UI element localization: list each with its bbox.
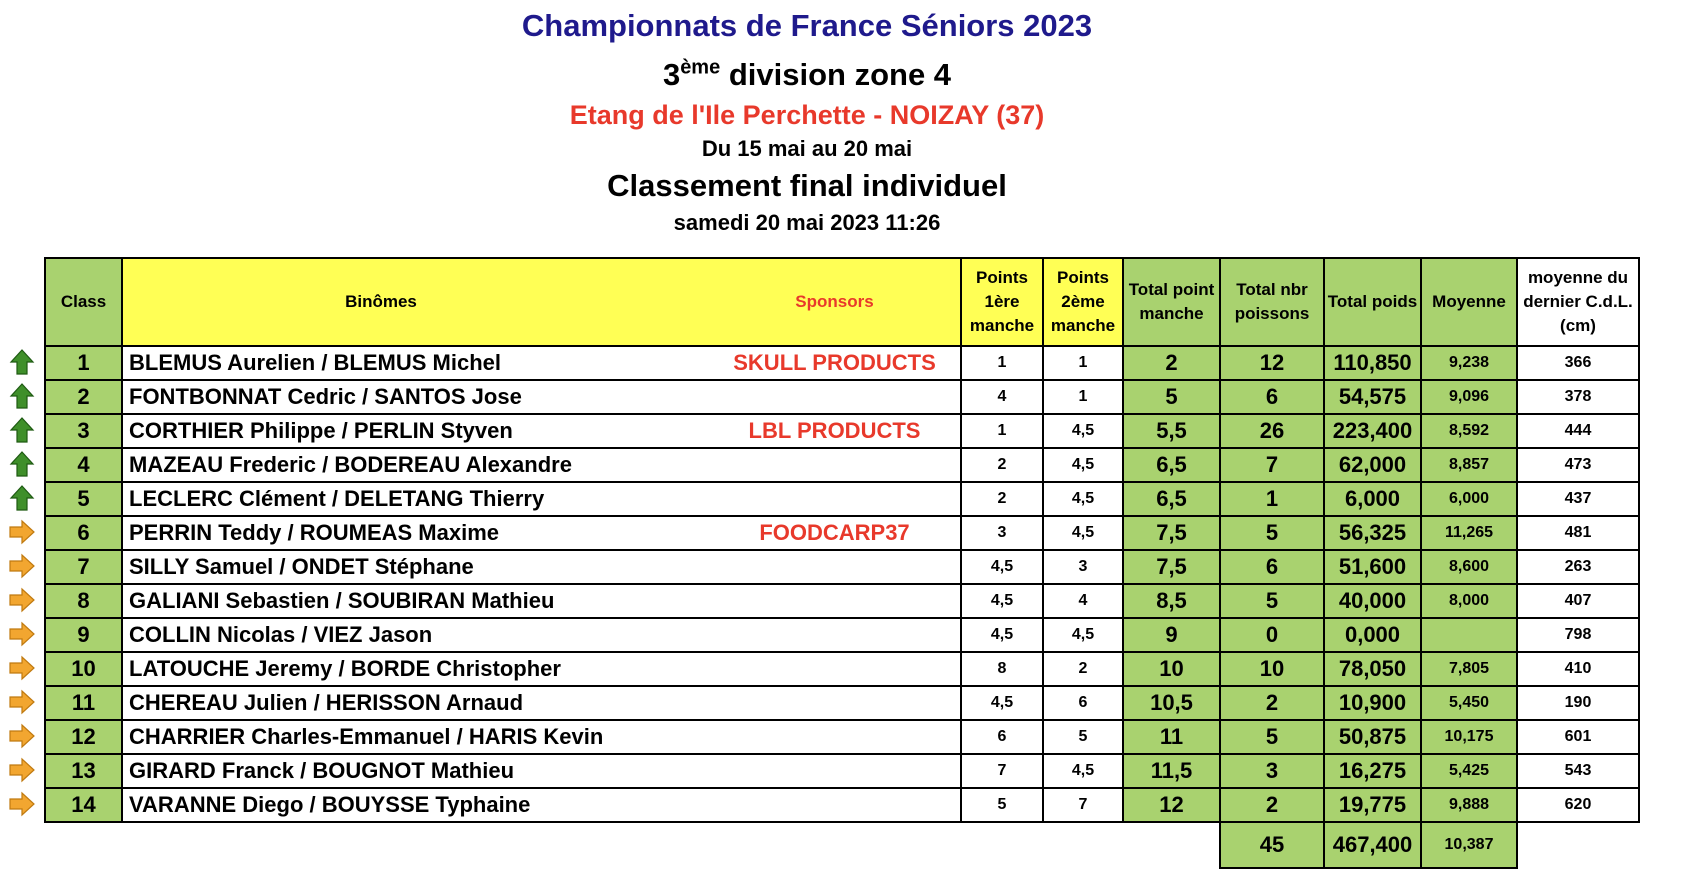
names-cell: [122, 448, 961, 482]
right-arrow-icon: [8, 586, 36, 614]
average-cell: 11,265: [1421, 516, 1517, 550]
up-arrow-icon: [8, 484, 36, 512]
total-points-cell: 7,5: [1123, 516, 1220, 550]
points1-cell: 8: [961, 652, 1043, 686]
pair-names: LATOUCHE Jeremy / BORDE Christopher: [129, 656, 561, 681]
average-cell: 5,425: [1421, 754, 1517, 788]
division-superscript: ème: [680, 56, 721, 79]
weight-cell: 16,275: [1324, 754, 1421, 788]
division-number: 3: [662, 57, 681, 92]
col-header-sponsors-label: Sponsors: [795, 292, 874, 311]
points1-cell: 1: [961, 414, 1043, 448]
col-header-binomes-label: Binômes: [345, 292, 417, 311]
average-cell: 7,805: [1421, 652, 1517, 686]
points2-cell: 1: [1043, 380, 1123, 414]
up-arrow-icon: [8, 416, 36, 444]
points2-cell: 4,5: [1043, 754, 1123, 788]
fish-count-cell: 26: [1220, 414, 1324, 448]
avg-last-cell: 543: [1517, 754, 1639, 788]
points2-cell: 4,5: [1043, 618, 1123, 652]
average-cell: 10,175: [1421, 720, 1517, 754]
col-header-average: Moyenne: [1421, 258, 1517, 346]
fish-count-cell: 5: [1220, 516, 1324, 550]
avg-last-cell: 620: [1517, 788, 1639, 822]
col-header-binomes: [122, 258, 961, 346]
table-row: [45, 516, 1639, 550]
right-arrow-icon: [8, 552, 36, 580]
points2-cell: 4,5: [1043, 482, 1123, 516]
points2-cell: 4: [1043, 584, 1123, 618]
rank-cell: 5: [45, 482, 122, 516]
up-arrow-icon: [8, 348, 36, 376]
total-points-cell: 6,5: [1123, 448, 1220, 482]
pair-names: LECLERC Clément / DELETANG Thierry: [129, 486, 545, 511]
names-cell: [122, 346, 961, 380]
total-points-cell: 5: [1123, 380, 1220, 414]
points1-cell: 4: [961, 380, 1043, 414]
total-points-cell: 10,5: [1123, 686, 1220, 720]
names-cell: [122, 414, 961, 448]
fish-count-cell: 3: [1220, 754, 1324, 788]
table-row: [45, 584, 1639, 618]
col-header-total-fish: Total nbr poissons: [1220, 258, 1324, 346]
col-header-points1: Points 1ère manche: [961, 258, 1043, 346]
right-arrow-icon: [8, 688, 36, 716]
points1-cell: 4,5: [961, 618, 1043, 652]
names-cell: [122, 720, 961, 754]
average-cell: 6,000: [1421, 482, 1517, 516]
table-row: [45, 448, 1639, 482]
average-cell: [1421, 618, 1517, 652]
up-arrow-icon: [8, 450, 36, 478]
right-arrow-icon: [8, 518, 36, 546]
totals-row: [45, 822, 1639, 868]
points2-cell: 4,5: [1043, 448, 1123, 482]
division-title: [0, 57, 1614, 93]
total-average: 10,387: [1421, 822, 1517, 868]
division-text: division zone 4: [720, 57, 952, 92]
fish-count-cell: 5: [1220, 720, 1324, 754]
average-cell: 9,888: [1421, 788, 1517, 822]
totals-spacer-end: [1517, 822, 1639, 868]
total-fish-sum: 45: [1220, 822, 1324, 868]
table-row: [45, 618, 1639, 652]
names-cell: [122, 516, 961, 550]
weight-cell: 51,600: [1324, 550, 1421, 584]
weight-cell: 54,575: [1324, 380, 1421, 414]
points1-cell: 3: [961, 516, 1043, 550]
points2-cell: 2: [1043, 652, 1123, 686]
fish-count-cell: 5: [1220, 584, 1324, 618]
fish-count-cell: 2: [1220, 788, 1324, 822]
total-points-cell: 10: [1123, 652, 1220, 686]
weight-cell: 6,000: [1324, 482, 1421, 516]
avg-last-cell: 437: [1517, 482, 1639, 516]
weight-cell: 50,875: [1324, 720, 1421, 754]
fish-count-cell: 0: [1220, 618, 1324, 652]
fish-count-cell: 6: [1220, 550, 1324, 584]
pair-names: SILLY Samuel / ONDET Stéphane: [129, 554, 474, 579]
points1-cell: 6: [961, 720, 1043, 754]
rank-cell: 12: [45, 720, 122, 754]
right-arrow-icon: [8, 620, 36, 648]
col-header-class: Class: [45, 258, 122, 346]
rank-cell: 9: [45, 618, 122, 652]
weight-cell: 62,000: [1324, 448, 1421, 482]
total-points-cell: 8,5: [1123, 584, 1220, 618]
rank-cell: 14: [45, 788, 122, 822]
points2-cell: 5: [1043, 720, 1123, 754]
weight-cell: 10,900: [1324, 686, 1421, 720]
table-row: [45, 346, 1639, 380]
names-cell: [122, 652, 961, 686]
fish-count-cell: 6: [1220, 380, 1324, 414]
total-points-cell: 5,5: [1123, 414, 1220, 448]
points1-cell: 4,5: [961, 584, 1043, 618]
table-row: [45, 720, 1639, 754]
rank-cell: 7: [45, 550, 122, 584]
names-cell: [122, 754, 961, 788]
names-cell: [122, 550, 961, 584]
pair-names: CORTHIER Philippe / PERLIN Styven: [129, 418, 513, 443]
points1-cell: 4,5: [961, 550, 1043, 584]
avg-last-cell: 190: [1517, 686, 1639, 720]
table-row: [45, 652, 1639, 686]
avg-last-cell: 798: [1517, 618, 1639, 652]
table-row: [45, 380, 1639, 414]
rank-cell: 11: [45, 686, 122, 720]
avg-last-cell: 410: [1517, 652, 1639, 686]
sponsor-label: LBL PRODUCTS: [748, 418, 921, 443]
rank-cell: 13: [45, 754, 122, 788]
table-row: [45, 788, 1639, 822]
rank-cell: 4: [45, 448, 122, 482]
rank-cell: 3: [45, 414, 122, 448]
fish-count-cell: 10: [1220, 652, 1324, 686]
right-arrow-icon: [8, 790, 36, 818]
total-weight-sum: 467,400: [1324, 822, 1421, 868]
pair-names: MAZEAU Frederic / BODEREAU Alexandre: [129, 452, 572, 477]
avg-last-cell: 378: [1517, 380, 1639, 414]
avg-last-cell: 366: [1517, 346, 1639, 380]
table-row: [45, 482, 1639, 516]
weight-cell: 40,000: [1324, 584, 1421, 618]
names-cell: [122, 618, 961, 652]
points2-cell: 4,5: [1043, 414, 1123, 448]
col-header-total-weight: Total poids: [1324, 258, 1421, 346]
fish-count-cell: 2: [1220, 686, 1324, 720]
table-row: [45, 550, 1639, 584]
points1-cell: 5: [961, 788, 1043, 822]
pair-names: BLEMUS Aurelien / BLEMUS Michel: [129, 350, 502, 375]
points1-cell: 7: [961, 754, 1043, 788]
pair-names: CHEREAU Julien / HERISSON Arnaud: [129, 690, 524, 715]
total-points-cell: 12: [1123, 788, 1220, 822]
points2-cell: 4,5: [1043, 516, 1123, 550]
rank-cell: 2: [45, 380, 122, 414]
pair-names: GIRARD Franck / BOUGNOT Mathieu: [129, 758, 515, 783]
rank-cell: 10: [45, 652, 122, 686]
right-arrow-icon: [8, 756, 36, 784]
col-header-avg-last: moyenne du dernier C.d.L. (cm): [1517, 258, 1639, 346]
average-cell: 8,592: [1421, 414, 1517, 448]
table-row: [45, 686, 1639, 720]
weight-cell: 0,000: [1324, 618, 1421, 652]
total-points-cell: 11: [1123, 720, 1220, 754]
table-row: [45, 414, 1639, 448]
avg-last-cell: 473: [1517, 448, 1639, 482]
avg-last-cell: 263: [1517, 550, 1639, 584]
average-cell: 8,000: [1421, 584, 1517, 618]
points1-cell: 2: [961, 448, 1043, 482]
col-header-points2: Points 2ème manche: [1043, 258, 1123, 346]
pair-names: GALIANI Sebastien / SOUBIRAN Mathieu: [129, 588, 555, 613]
weight-cell: 19,775: [1324, 788, 1421, 822]
pair-names: COLLIN Nicolas / VIEZ Jason: [129, 622, 433, 647]
rank-cell: 6: [45, 516, 122, 550]
points1-cell: 2: [961, 482, 1043, 516]
fish-count-cell: 7: [1220, 448, 1324, 482]
total-points-cell: 7,5: [1123, 550, 1220, 584]
right-arrow-icon: [8, 722, 36, 750]
names-cell: [122, 584, 961, 618]
points2-cell: 6: [1043, 686, 1123, 720]
average-cell: 5,450: [1421, 686, 1517, 720]
ranking-table: [44, 257, 1640, 869]
average-cell: 8,857: [1421, 448, 1517, 482]
right-arrow-icon: [8, 654, 36, 682]
venue-title: Etang de l'Ile Perchette - NOIZAY (37): [569, 100, 1045, 130]
points2-cell: 7: [1043, 788, 1123, 822]
fish-count-cell: 12: [1220, 346, 1324, 380]
names-cell: [122, 380, 961, 414]
pair-names: FONTBONNAT Cedric / SANTOS Jose: [129, 384, 522, 409]
average-cell: 8,600: [1421, 550, 1517, 584]
rank-cell: 8: [45, 584, 122, 618]
weight-cell: 56,325: [1324, 516, 1421, 550]
pair-names: PERRIN Teddy / ROUMEAS Maxime: [129, 520, 499, 545]
championship-title: Championnats de France Séniors 2023: [521, 8, 1093, 43]
weight-cell: 110,850: [1324, 346, 1421, 380]
up-arrow-icon: [8, 382, 36, 410]
sponsor-label: FOODCARP37: [759, 520, 910, 545]
average-cell: 9,096: [1421, 380, 1517, 414]
pair-names: VARANNE Diego / BOUYSSE Typhaine: [129, 792, 531, 817]
points2-cell: 1: [1043, 346, 1123, 380]
avg-last-cell: 481: [1517, 516, 1639, 550]
total-points-cell: 2: [1123, 346, 1220, 380]
names-cell: [122, 482, 961, 516]
points2-cell: 3: [1043, 550, 1123, 584]
weight-cell: 223,400: [1324, 414, 1421, 448]
average-cell: 9,238: [1421, 346, 1517, 380]
points1-cell: 1: [961, 346, 1043, 380]
ranking-title: Classement final individuel: [607, 168, 1007, 203]
total-points-cell: 6,5: [1123, 482, 1220, 516]
names-cell: [122, 788, 961, 822]
table-row: [45, 754, 1639, 788]
weight-cell: 78,050: [1324, 652, 1421, 686]
dates-text: Du 15 mai au 20 mai: [701, 136, 913, 161]
rank-cell: 1: [45, 346, 122, 380]
pair-names: CHARRIER Charles-Emmanuel / HARIS Kevin: [129, 724, 604, 749]
total-points-cell: 9: [1123, 618, 1220, 652]
fish-count-cell: 1: [1220, 482, 1324, 516]
names-cell: [122, 686, 961, 720]
avg-last-cell: 407: [1517, 584, 1639, 618]
points1-cell: 4,5: [961, 686, 1043, 720]
avg-last-cell: 444: [1517, 414, 1639, 448]
table-header-row: [45, 258, 1639, 346]
timestamp-text: samedi 20 mai 2023 11:26: [673, 210, 941, 235]
sponsor-label: SKULL PRODUCTS: [733, 350, 936, 375]
col-header-total-points: Total point manche: [1123, 258, 1220, 346]
total-points-cell: 11,5: [1123, 754, 1220, 788]
avg-last-cell: 601: [1517, 720, 1639, 754]
totals-spacer: [45, 822, 1220, 868]
